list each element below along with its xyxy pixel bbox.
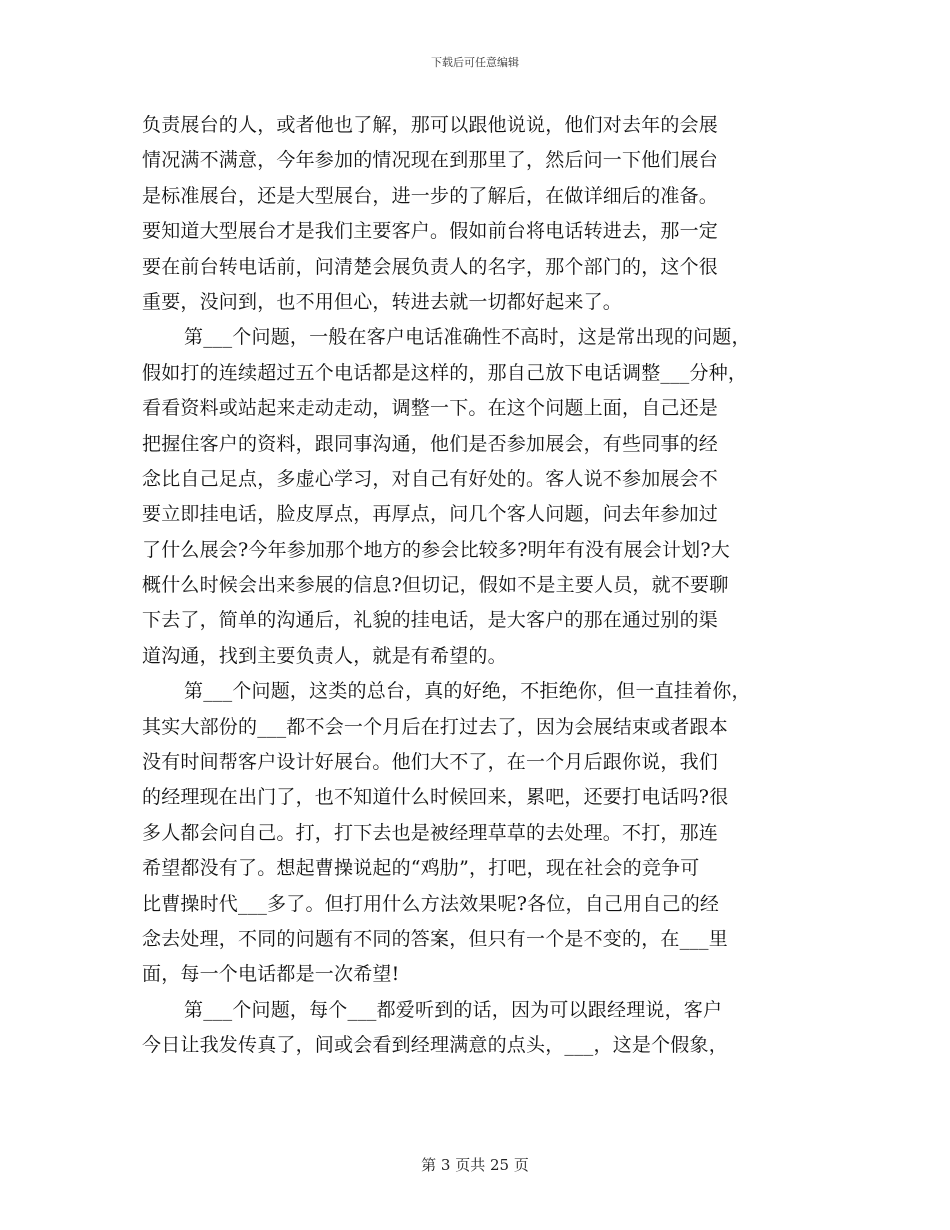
page-footer: 第 3 页共 25 页 xyxy=(421,1156,529,1174)
text-line: 要立即挂电话，脸皮厚点，再厚点，问几个客人问题，问去年参加过 xyxy=(142,503,719,526)
text-line: 念比自己足点，多虚心学习，对自己有好处的。客人说不参加展会不 xyxy=(142,467,719,490)
text-line: 要知道大型展台才是我们主要客户。假如前台将电话转进去，那一定 xyxy=(142,220,719,243)
text-line: 其实大部份的___都不会一个月后在打过去了，因为会展结束或者跟本 xyxy=(142,715,728,738)
text-line: 没有时间帮客户设计好展台。他们大不了，在一个月后跟你说，我们 xyxy=(142,751,719,774)
text-line: 看看资料或站起来走动走动，调整一下。在这个问题上面，自己还是 xyxy=(142,397,719,420)
text-line: 重要，没问到，也不用但心，转进去就一切都好起来了。 xyxy=(142,290,623,313)
paragraph-start-line: 第___个问题，每个___都爱听到的话，因为可以跟经理说，客户 xyxy=(184,998,723,1021)
text-line: 道沟通，找到主要负责人，就是有希望的。 xyxy=(142,644,507,667)
text-line: 把握住客户的资料，跟同事沟通，他们是否参加展会，有些同事的经 xyxy=(142,432,719,455)
text-line: 的经理现在出门了，也不知道什么时候回来，累吧，还要打电话吗?很 xyxy=(142,786,729,809)
text-line: 是标准展台，还是大型展台，进一步的了解后，在做详细后的准备。 xyxy=(142,184,719,207)
text-line: 念去处理，不同的问题有不同的答案，但只有一个是不变的，在___里 xyxy=(142,927,728,950)
paragraph-start-line: 第___个问题，一般在客户电话准确性不高时，这是常出现的问题， xyxy=(184,326,751,349)
text-line: 希望都没有了。想起曹操说起的“鸡肋”，打吧，现在社会的竞争可 xyxy=(142,857,700,880)
paragraph-start-line: 第___个问题，这类的总台，真的好绝，不拒绝你，但一直挂着你， xyxy=(184,680,751,703)
text-line: 概什么时候会出来参展的信息?但切记，假如不是主要人员，就不要聊 xyxy=(142,574,729,597)
text-line: 下去了，简单的沟通后，礼貌的挂电话，是大客户的那在通过别的渠 xyxy=(142,609,719,632)
document-body xyxy=(142,108,832,1064)
text-line: 比曹操时代___多了。但打用什么方法效果呢?各位，自己用自己的经 xyxy=(142,892,720,915)
text-line: 情况满不满意，今年参加的情况现在到那里了，然后问一下他们展台 xyxy=(142,149,719,172)
text-line: 今日让我发传真了，间或会看到经理满意的点头，___，这是个假象， xyxy=(142,1034,728,1057)
text-line: 要在前台转电话前，问清楚会展负责人的名字，那个部门的，这个很 xyxy=(142,255,719,278)
text-line: 多人都会问自己。打，打下去也是被经理草草的去处理。不打，那连 xyxy=(142,821,719,844)
text-line: 假如打的连续超过五个电话都是这样的，那自己放下电话调整___分种， xyxy=(142,361,748,384)
text-line: 了什么展会?今年参加那个地方的参会比较多?明年有没有展会计划?大 xyxy=(142,538,730,561)
page-header: 下载后可任意编辑 xyxy=(431,56,519,69)
text-line: 负责展台的人，或者他也了解，那可以跟他说说，他们对去年的会展 xyxy=(142,114,719,136)
text-line: 面，每一个电话都是一次希望! xyxy=(142,963,400,986)
